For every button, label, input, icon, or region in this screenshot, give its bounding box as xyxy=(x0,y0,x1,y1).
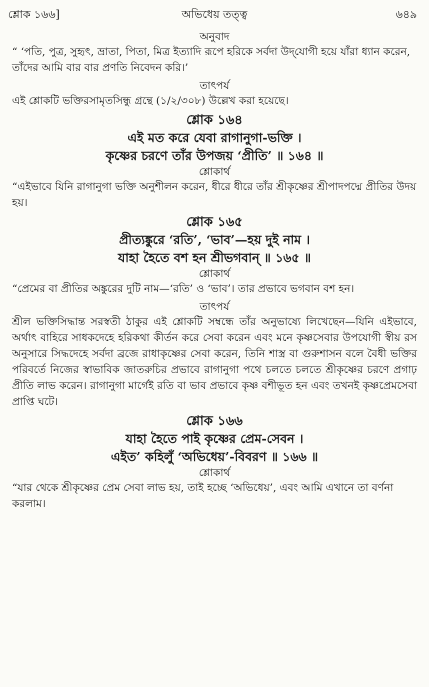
verse-166-line-1: যাহা হৈতে পাই কৃষ্ণের প্রেম-সেবন । xyxy=(125,431,304,446)
slokartha-166-heading: শ্লোকার্থ xyxy=(198,467,231,479)
anubad-text: “ ‘পতি, পুত্র, সুহৃৎ, ভ্রাতা, পিতা, মিত্র ইত্যাদি রূপে হরিকে সর্বদা উদ্‌যোগী হয়ে যাঁরা ধ্যান করেন, তাঁদের আমি বার বার প্রণতি নিবেদন করি।’ xyxy=(12,46,411,74)
slokartha-165-text: “প্রেমের বা প্রীতির অঙ্কুরের দুটি নাম—‘রতি’ ও ‘ভাব’। তার প্রভাবে ভগবান বশ হন। xyxy=(12,283,355,295)
header-verse-ref: শ্লোক ১৬৬] xyxy=(8,8,60,21)
tatparya-text: এই শ্লোকটি ভক্তিরসামৃতসিন্ধু গ্রন্থে (১/২/৩০৮) উল্লেখ করা হয়েছে। xyxy=(12,95,289,107)
slokartha-166-text: “যার থেকে শ্রীকৃষ্ণের প্রেম সেবা লাভ হয়, তাই হচ্ছে ‘অভিধেয়’, এবং আমি এখানে তা বর্ণনা করলাম। xyxy=(12,482,394,510)
verse-165-title: শ্লোক ১৬৫ xyxy=(186,215,243,230)
verse-164-line-1: এই মত করে যেবা রাগানুগা-ভক্তি । xyxy=(127,130,302,145)
anubad-heading: অনুবাদ xyxy=(199,31,230,43)
verse-164-line-2: কৃষ্ণের চরণে তাঁর উপজয় ‘প্রীতি’ ॥ ১৬৪ ॥ xyxy=(105,148,324,163)
slokartha-165-heading: শ্লোকার্থ xyxy=(198,268,231,280)
tatparya-2-text: শ্রীল ভক্তিসিদ্ধান্ত সরস্বতী ঠাকুর এই শ্লোকটি সম্বন্ধে তাঁর অনুভাষ্যে লিখেছেন—যিনি এইভাবে, অর্থাৎ বাহিরে সাধকদেহে হরিকথা কীর্তন করে সেবা করেন এবং মনে কৃষ্ণসেবার উপযোগী স্বীয় রস অনুসারে সিদ্ধদেহে সর্বদা ব্রজে রাধাকৃষ্ণের সেবা করেন, তিনি শাস্ত্র বা গুরুশাসন বলে বৈধী ভক্তির পরিবর্তে নিজের স্বাভাবিক জাতরুচির প্রভাবে রাগানুগা পথে চলতে চলতে শ্রীকৃষ্ণের চরণে প্রগাঢ় প্রীতি লাভ করেন। রাগানুগা মার্গেই রতি বা ভাব প্রভাবে কৃষ্ণ বশীভূত হন এবং তখনই কৃষ্ণপ্রেমসেবা প্রাপ্তি ঘটে। xyxy=(12,316,417,408)
slokartha-164-heading: শ্লোকার্থ xyxy=(198,166,231,178)
verse-164-title: শ্লোক ১৬৪ xyxy=(186,113,243,128)
header-page-number: ৬৪৯ xyxy=(395,8,417,21)
verse-166-line-2: এইত’ কহিলুঁ ‘অভিধেয়’-বিবরণ ॥ ১৬৬ ॥ xyxy=(110,449,319,464)
page-body xyxy=(12,30,417,515)
verse-166-title: শ্লোক ১৬৬ xyxy=(186,414,243,429)
tatparya-heading: তাৎপর্য xyxy=(199,80,230,92)
verse-165-line-2: যাহা হৈতে বশ হন শ্রীভগবান্ ॥ ১৬৫ ॥ xyxy=(118,250,311,265)
header-chapter-title: অভিধেয় তত্ত্ব xyxy=(181,8,248,21)
tatparya-2-heading: তাৎপর্য xyxy=(199,301,230,313)
slokartha-164-text: “এইভাবে যিনি রাগানুগা ভক্তি অনুশীলন করেন, ধীরে ধীরে তাঁর শ্রীকৃষ্ণের শ্রীপাদপদ্মে প্রীতির উদয় হয়। xyxy=(12,181,417,209)
verse-165-line-1: প্রীত্যঙ্কুরে ‘রতি’, ‘ভাব’—হয় দুই নাম । xyxy=(119,232,310,247)
